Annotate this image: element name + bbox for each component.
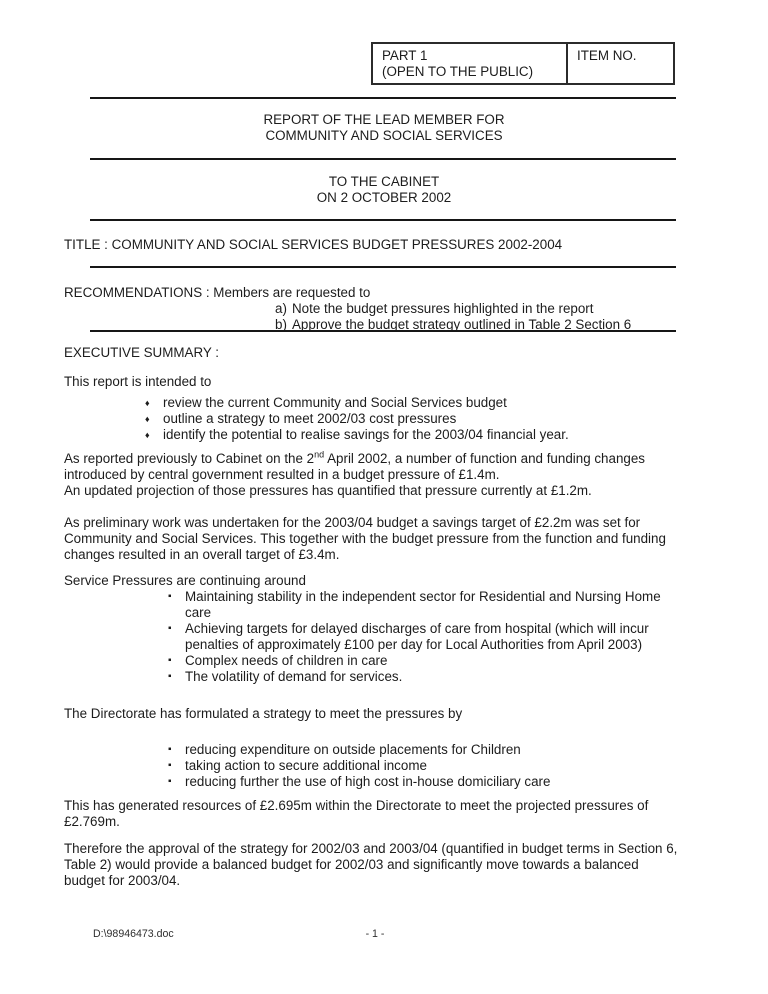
paragraph-therefore: Therefore the approval of the strategy for 2002/03 and 2003/04 (quantified in budget terms in Section 6, Table 2) would provide a balanced budget for 2002/03 and significantly move towards a balanced budget for 2003/04. <box>64 841 678 888</box>
report-heading <box>0 112 768 144</box>
paragraph-reported <box>64 451 682 499</box>
bullet-diamond-icon: ♦ <box>145 414 150 424</box>
service-pressures-intro: Service Pressures are continuing around <box>64 573 306 588</box>
item-no-label: ITEM NO. <box>577 48 637 63</box>
paragraph-preliminary: As preliminary work was undertaken for the 2003/04 budget a savings target of £2.2m was set for Community and Social Services. This together with the budget pressure from the function and funding changes resulted in an overall target of £3.4m. <box>64 515 666 562</box>
strategy-intro: The Directorate has formulated a strategy to meet the pressures by <box>64 706 463 721</box>
paragraph-reported-rest: April 2002, a number of function and funding changes introduced by central government resulted in a budget pressure of £1.4m. <box>64 451 645 482</box>
recommendation-marker: a) <box>275 301 287 316</box>
item-no-cell <box>568 44 673 83</box>
strategy-item <box>168 742 704 758</box>
recommendation-item <box>275 301 704 317</box>
bullet-square-icon: ▪ <box>168 776 172 787</box>
executive-summary-heading: EXECUTIVE SUMMARY : <box>64 345 220 360</box>
bullet-diamond-icon: ♦ <box>145 430 150 440</box>
strategy-item <box>168 758 704 774</box>
part1-sublabel: (OPEN TO THE PUBLIC) <box>382 64 534 79</box>
service-pressure-item <box>168 653 704 669</box>
recommendation-marker: b) <box>275 317 287 332</box>
service-pressures-section <box>64 573 704 685</box>
bullet-square-icon: ▪ <box>168 623 172 634</box>
service-pressure-item <box>168 621 704 653</box>
report-heading-line1: REPORT OF THE LEAD MEMBER FOR <box>263 112 505 127</box>
intent-item-text: review the current Community and Social Services budget <box>163 395 507 410</box>
bullet-square-icon: ▪ <box>168 591 172 602</box>
strategy-list <box>64 742 704 790</box>
bullet-square-icon: ▪ <box>168 760 172 771</box>
ordinal-superscript: nd <box>314 449 325 460</box>
bullet-square-icon: ▪ <box>168 671 172 682</box>
strategy-item-text: reducing further the use of high cost in-house domiciliary care <box>185 774 551 789</box>
intent-item <box>145 427 704 443</box>
cabinet-heading-line1: TO THE CABINET <box>328 174 440 189</box>
service-pressure-text: The volatility of demand for services. <box>185 669 403 684</box>
intent-item-text: outline a strategy to meet 2002/03 cost pressures <box>163 411 457 426</box>
intent-item-text: identify the potential to realise savings for the 2003/04 financial year. <box>163 427 569 442</box>
report-title: TITLE : COMMUNITY AND SOCIAL SERVICES BUDGET PRESSURES 2002-2004 <box>64 237 563 252</box>
header-box <box>371 42 675 85</box>
cabinet-heading-line2: ON 2 OCTOBER 2002 <box>316 190 452 205</box>
intent-item <box>145 411 704 427</box>
paragraph-generated: This has generated resources of £2.695m within the Directorate to meet the projected pressures of £2.769m. <box>64 798 649 829</box>
recommendations-section <box>64 285 704 333</box>
recommendation-text: Note the budget pressures highlighted in the report <box>292 301 594 316</box>
bullet-diamond-icon: ♦ <box>145 398 150 408</box>
service-pressure-text: Achieving targets for delayed discharges of care from hospital (which will incur penalties of approximately £100 per day for Local Authorities from April 2003) <box>185 621 649 652</box>
part1-label: PART 1 <box>382 48 428 63</box>
strategy-item <box>168 774 704 790</box>
recommendations-intro: RECOMMENDATIONS : Members are requested to <box>64 285 371 300</box>
paragraph-reported-line2: An updated projection of those pressures has quantified that pressure currently at £1.2m. <box>64 483 592 498</box>
report-heading-line2: COMMUNITY AND SOCIAL SERVICES <box>265 128 503 143</box>
part1-cell <box>373 44 568 83</box>
bullet-square-icon: ▪ <box>168 655 172 666</box>
strategy-item-text: reducing expenditure on outside placements for Children <box>185 742 521 757</box>
divider-3 <box>90 219 676 221</box>
recommendation-text: Approve the budget strategy outlined in Table 2 Section 6 <box>292 317 632 332</box>
divider-1 <box>90 97 676 99</box>
strategy-item-text: taking action to secure additional income <box>185 758 427 773</box>
bullet-square-icon: ▪ <box>168 744 172 755</box>
service-pressure-text: Complex needs of children in care <box>185 653 388 668</box>
service-pressure-item <box>168 669 704 685</box>
paragraph-reported-start: As reported previously to Cabinet on the 2 <box>64 451 315 466</box>
footer-page-number: - 1 - <box>365 928 385 940</box>
divider-5 <box>90 330 676 332</box>
divider-2 <box>90 158 676 160</box>
divider-4 <box>90 266 676 268</box>
service-pressure-item <box>168 589 704 621</box>
intent-item <box>145 395 704 411</box>
service-pressure-text: Maintaining stability in the independent sector for Residential and Nursing Home care <box>185 589 661 620</box>
footer-file-path: D:\98946473.doc <box>93 928 174 940</box>
intent-intro: This report is intended to <box>64 374 212 389</box>
cabinet-heading <box>0 174 768 206</box>
intent-section <box>64 374 704 443</box>
